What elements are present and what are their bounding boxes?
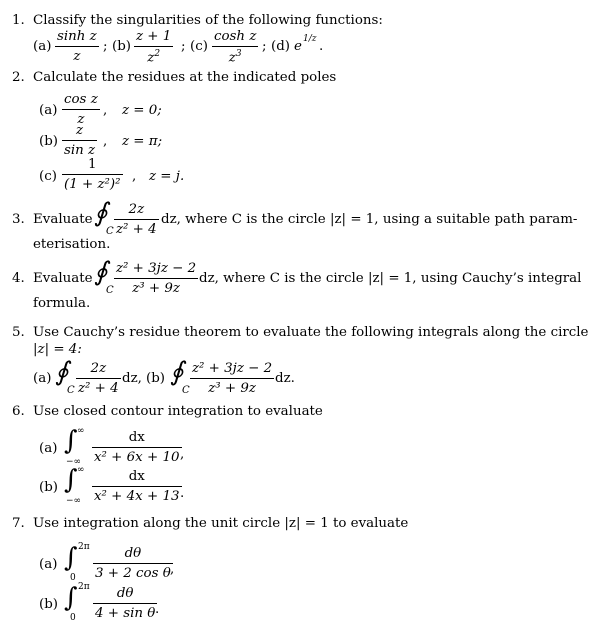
q7-b-lower: 0 bbox=[70, 613, 76, 623]
q7-a-label: (a) bbox=[39, 557, 58, 572]
contour-integral-icon: ∮ bbox=[170, 357, 184, 387]
q1-d-end: . bbox=[319, 39, 324, 54]
q5-a-post: dz, bbox=[122, 371, 142, 386]
integral-icon: ∫ bbox=[64, 465, 78, 495]
q1-b-fraction: z + 1 $z^2$ bbox=[136, 29, 172, 66]
q7-a-fraction: dθ 3 + 2 cos θ bbox=[95, 546, 171, 582]
q5-b-label: (b) bbox=[146, 371, 166, 386]
q3-fraction: 2z z² + 4 bbox=[116, 202, 157, 238]
q6-b-end: . bbox=[180, 486, 185, 501]
q1-d-exp: 1/z bbox=[303, 34, 317, 44]
q1-text: Classify the singularities of the following functions: bbox=[33, 13, 383, 28]
q4-fraction: z² + 3jz − 2 z³ + 9z bbox=[116, 261, 197, 297]
q6-a-lower: −∞ bbox=[66, 457, 82, 467]
q6-a-label: (a) bbox=[39, 441, 58, 456]
q6-b-lower: −∞ bbox=[66, 496, 82, 506]
q1-b-label: (b) bbox=[112, 39, 132, 54]
integral-icon: ∫ bbox=[64, 583, 78, 613]
q2-text: Calculate the residues at the indicated poles bbox=[33, 70, 337, 85]
q6-b-fraction: dx x² + 4x + 13 bbox=[94, 469, 180, 505]
q1-a-sep: ; bbox=[103, 39, 108, 54]
q1-d-base: e bbox=[294, 39, 302, 54]
q7-b-label: (b) bbox=[39, 597, 59, 612]
q5-number: 5. bbox=[12, 325, 25, 340]
q1-a-fraction: sinh z z bbox=[57, 29, 97, 65]
q6-b-label: (b) bbox=[39, 480, 59, 495]
q5-b-post: dz. bbox=[275, 371, 295, 386]
q1-c-fraction: cosh z $z^3$ bbox=[214, 29, 257, 66]
q4-cont: formula. bbox=[33, 296, 91, 311]
integral-icon: ∫ bbox=[64, 426, 78, 456]
integral-icon: ∫ bbox=[64, 543, 78, 573]
q7-b-end: . bbox=[155, 602, 160, 617]
q1-number: 1. bbox=[12, 13, 25, 28]
q2-b-pole: z = π; bbox=[122, 134, 163, 149]
q2-c-fraction: 1 (1 + z²)² bbox=[64, 157, 121, 193]
q5-b-fraction: z² + 3jz − 2 z³ + 9z bbox=[192, 361, 273, 397]
q4-sub: C bbox=[106, 285, 114, 296]
q2-a-fraction: cos z z bbox=[64, 92, 98, 128]
q1-c-sep: ; bbox=[262, 39, 267, 54]
q3-post: dz, where C is the circle |z| = 1, using a suitable path param- bbox=[161, 212, 578, 227]
q2-a-label: (a) bbox=[39, 103, 58, 118]
q2-a-pole: z = 0; bbox=[122, 103, 162, 118]
q6-a-upper: ∞ bbox=[77, 426, 85, 436]
q4-number: 4. bbox=[12, 271, 25, 286]
q1-b-sep: ; bbox=[181, 39, 186, 54]
q3-cont: eterisation. bbox=[33, 237, 111, 252]
q1-a-label: (a) bbox=[33, 39, 52, 54]
contour-integral-icon: ∮ bbox=[94, 198, 108, 228]
q5-cont: |z| = 4: bbox=[33, 342, 82, 357]
q7-a-end: , bbox=[170, 562, 175, 577]
q5-a-sub: C bbox=[67, 385, 75, 396]
q4-post: dz, where C is the circle |z| = 1, using Cauchy’s integral bbox=[199, 271, 582, 286]
contour-integral-icon: ∮ bbox=[94, 257, 108, 287]
q2-c-label: (c) bbox=[39, 169, 57, 184]
q6-b-upper: ∞ bbox=[77, 465, 85, 475]
q3-pre: Evaluate bbox=[33, 212, 93, 227]
q6-a-end: , bbox=[180, 447, 185, 462]
contour-integral-icon: ∮ bbox=[55, 357, 69, 387]
q5-b-sub: C bbox=[182, 385, 190, 396]
q3-sub: C bbox=[106, 226, 114, 237]
q2-b-label: (b) bbox=[39, 134, 59, 149]
q7-number: 7. bbox=[12, 516, 25, 531]
q6-a-fraction: dx x² + 6x + 10 bbox=[94, 430, 180, 466]
q7-b-fraction: dθ 4 + sin θ bbox=[95, 586, 156, 622]
q1-d-label: (d) bbox=[271, 39, 291, 54]
q5-text: Use Cauchy’s residue theorem to evaluate the following integrals along the circle bbox=[33, 325, 589, 340]
q7-a-upper: 2π bbox=[78, 542, 90, 552]
q5-a-fraction: 2z z² + 4 bbox=[78, 361, 119, 397]
q7-a-lower: 0 bbox=[70, 573, 76, 583]
q7-text: Use integration along the unit circle |z| = 1 to evaluate bbox=[33, 516, 409, 531]
q2-b-fraction: z sin z bbox=[64, 123, 96, 159]
q5-a-label: (a) bbox=[33, 371, 52, 386]
q6-number: 6. bbox=[12, 404, 25, 419]
q3-number: 3. bbox=[12, 212, 25, 227]
q2-c-pole: z = j. bbox=[149, 169, 185, 184]
q2-number: 2. bbox=[12, 70, 25, 85]
q6-text: Use closed contour integration to evaluate bbox=[33, 404, 323, 419]
q4-pre: Evaluate bbox=[33, 271, 93, 286]
q1-c-label: (c) bbox=[190, 39, 208, 54]
q7-b-upper: 2π bbox=[78, 582, 90, 592]
